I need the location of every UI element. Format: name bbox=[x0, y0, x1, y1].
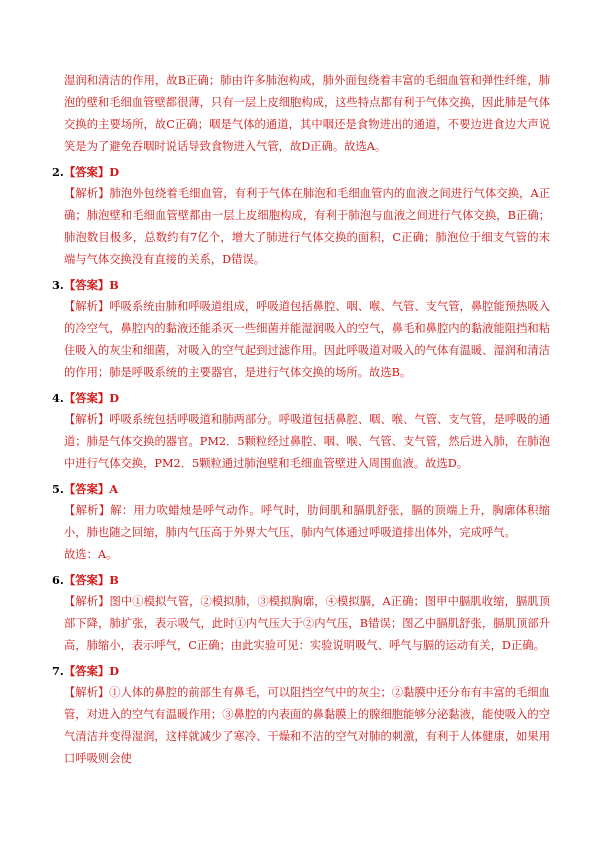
explanation-paragraph: 【解析】呼吸系统包括呼吸道和肺两部分。呼吸道包括鼻腔、咽、喉、气管、支气管，是呼吸的通道；肺是气体交换的器官。PM2．5颗粒经过鼻腔、咽、喉、气管、支气管，然后进入肺，在肺泡中进行气体交换，PM2．5颗粒通过肺泡壁和毛细血管壁进入周围血液。故选D。 bbox=[64, 413, 550, 470]
conclusion-line: 故选：A。 bbox=[64, 548, 118, 561]
question-number: 4. bbox=[52, 391, 64, 405]
question-number: 2. bbox=[52, 165, 64, 179]
answer-line: 【答案】A bbox=[64, 482, 118, 496]
question-2 bbox=[52, 161, 550, 271]
answer-line: 【答案】D bbox=[64, 165, 119, 179]
question-5 bbox=[52, 478, 550, 566]
explanation-paragraph: 【解析】①人体的鼻腔的前部生有鼻毛，可以阻挡空气中的灰尘；②黏膜中还分布有丰富的毛细血管，对进入的空气有温暖作用；③鼻腔的内表面的鼻黏膜上的腺细胞能够分泌黏液，能使吸入的空气清洁并变得湿润，这样就减少了寒冷、干燥和不洁的空气对肺的刺激，有利于人体健康，如果用口呼吸则会使 bbox=[64, 686, 550, 765]
explanation-paragraph: 【解析】呼吸系统由肺和呼吸道组成，呼吸道包括鼻腔、咽、喉、气管、支气管，鼻腔能预热吸入的冷空气，鼻腔内的黏液还能杀灭一些细菌并能湿润吸入的空气，鼻毛和鼻腔内的黏液能阻挡和粘住吸入的灰尘和细菌，对吸入的空气起到过滤作用。因此呼吸道对吸入的气体有温暖、湿润和清洁的作用；肺是呼吸系统的主要器官，是进行气体交换的场所。故选B。 bbox=[64, 300, 550, 379]
question-4 bbox=[52, 387, 550, 475]
intro-paragraph: 湿润和清洁的作用，故B正确；肺由许多肺泡构成，肺外面包绕着丰富的毛细血管和弹性纤维，肺泡的壁和毛细血管壁都很薄，只有一层上皮细胞构成，这些特点都有利于气体交换，因此肺是气体交换的主要场所，故C正确；咽是气体的通道，其中咽还是食物进出的通道，不要边进食边大声说笑是为了避免吞咽时说话导致食物进入气管，故D正确。故选A。 bbox=[64, 74, 550, 153]
question-number: 7. bbox=[52, 664, 64, 678]
question-number: 5. bbox=[52, 482, 64, 496]
explanation-paragraph: 【解析】解：用力吹蜡烛是呼气动作。呼气时，肋间肌和膈肌舒张，膈的顶端上升，胸廓体积缩小，肺也随之回缩，肺内气压高于外界大气压，肺内气体通过呼吸道排出体外，完成呼气。 bbox=[64, 504, 550, 539]
answer-line: 【答案】B bbox=[64, 573, 119, 587]
question-7 bbox=[52, 660, 550, 770]
answer-line: 【答案】B bbox=[64, 278, 119, 292]
question-number: 6. bbox=[52, 573, 64, 587]
answer-key-content bbox=[52, 70, 550, 770]
answer-line: 【答案】D bbox=[64, 391, 119, 405]
explanation-paragraph: 【解析】肺泡外包绕着毛细血管，有利于气体在肺泡和毛细血管内的血液之间进行气体交换，A正确；肺泡壁和毛细血管壁都由一层上皮细胞构成，有利于肺泡与血液之间进行气体交换，B正确；肺泡数目极多，总数约有7亿个，增大了肺进行气体交换的面积，C正确；肺泡位于细支气管的末端与气体交换没有直接的关系，D错误。 bbox=[64, 187, 550, 266]
question-3 bbox=[52, 274, 550, 384]
question-number: 3. bbox=[52, 278, 64, 292]
question-6 bbox=[52, 569, 550, 657]
answer-line: 【答案】D bbox=[64, 664, 119, 678]
explanation-paragraph: 【解析】图中①模拟气管，②模拟肺，③模拟胸廓，④模拟膈，A正确；图甲中膈肌收缩，膈肌顶部下降，肺扩张，表示吸气，此时①内气压大于②内气压，B错误；图乙中膈肌舒张，膈肌顶部升高，肺缩小，表示呼气，C正确；由此实验可见：实验说明吸气、呼气与膈的运动有关，D正确。 bbox=[64, 595, 550, 652]
